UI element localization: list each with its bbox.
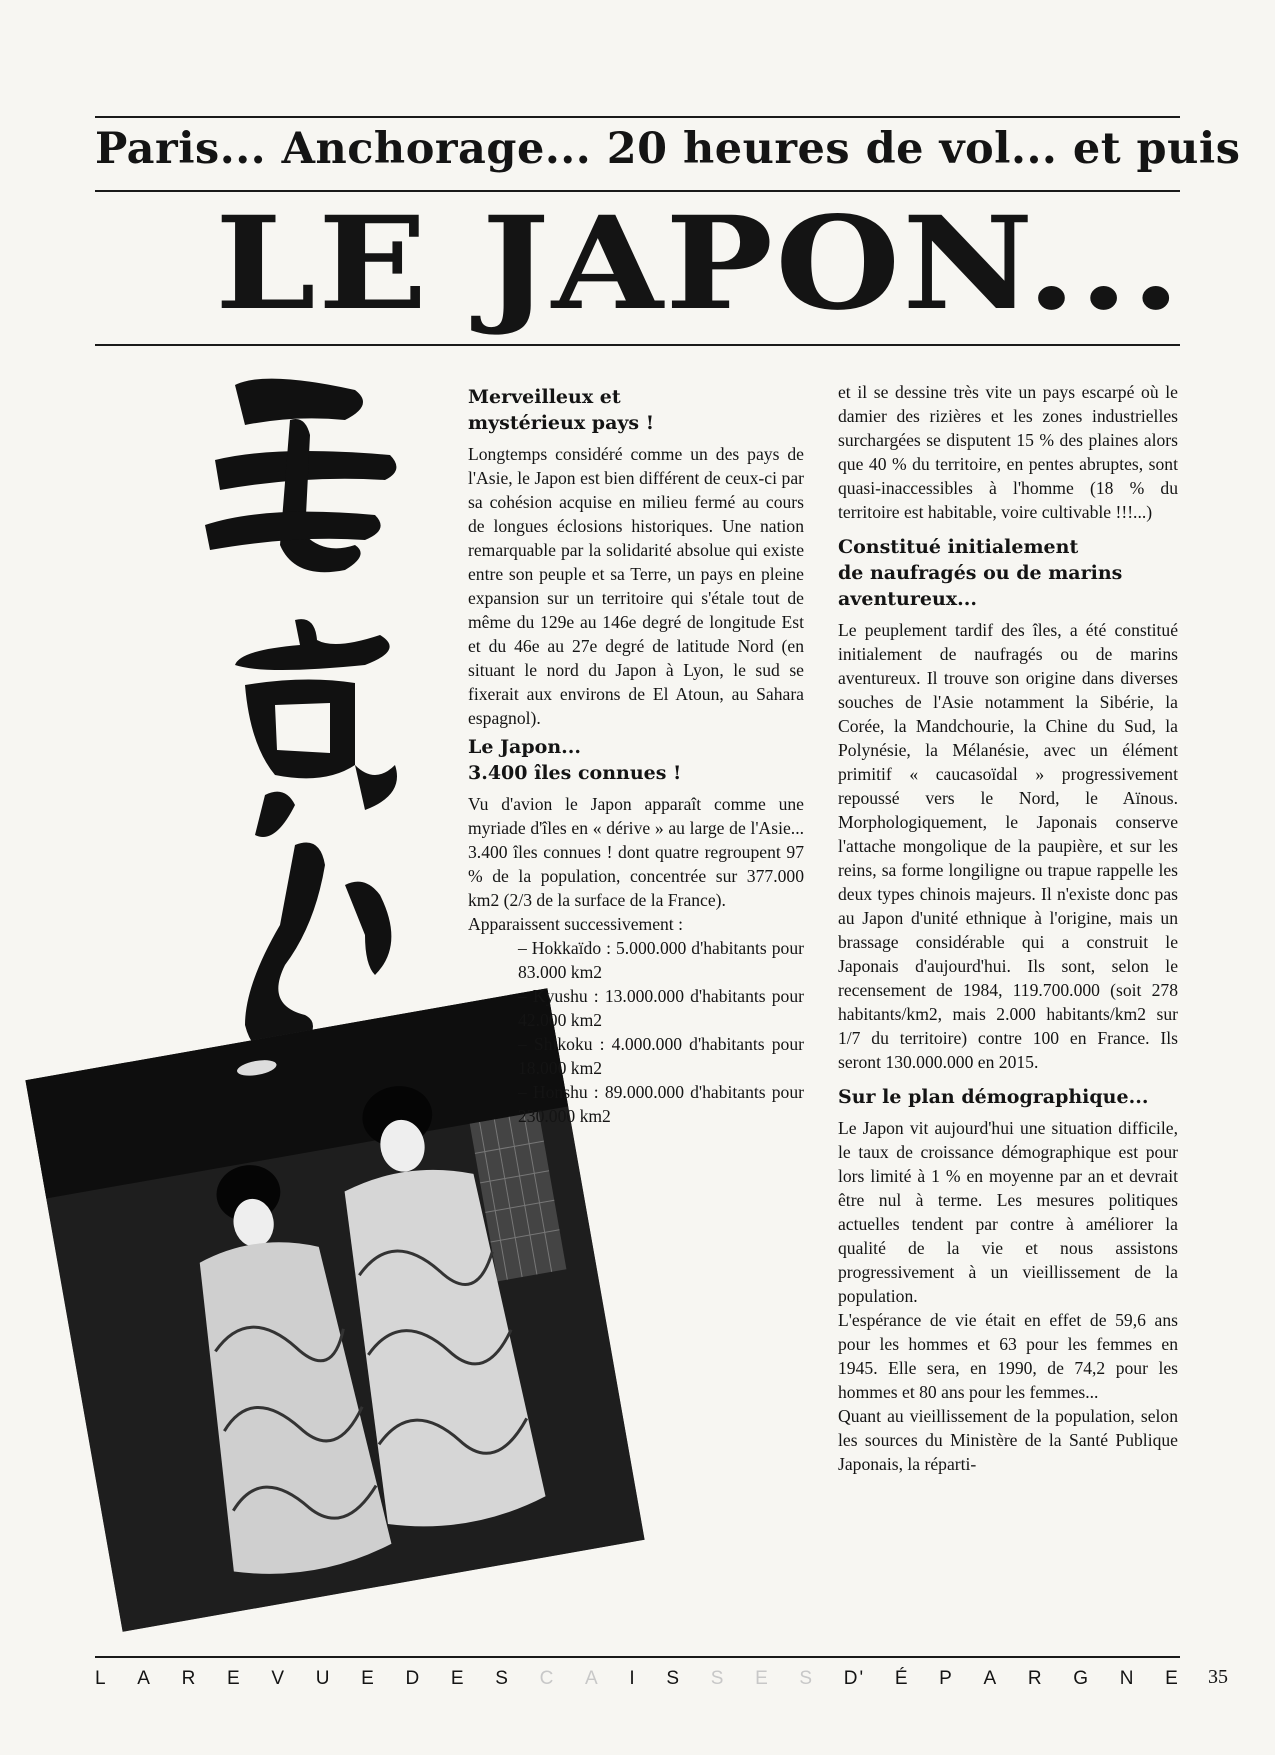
footer-letter: E: [755, 1668, 770, 1689]
paragraph: L'espérance de vie était en effet de 59,6 ans pour les hommes et 63 pour les femmes en 1945. Elle sera, en 1990, de 74,2 pour les hommes et 80 ans pour les femmes...: [838, 1310, 1178, 1402]
paragraph: Longtemps considéré comme un des pays de l'Asie, le Japon est bien différent de ceux-ci par sa cohésion acquise en milieu fermé au cours de longues éclosions historiques. Une nation remarquable par la solidarité absolue qui existe entre son peuple et sa Terre, un pays en pleine expansion sur un territoire qui s'étale tout de même du 129e au 146e degré de longitude Est et du 46e au 27e degré de latitude Nord (en situant le nord du Japon à Lyon, le sud se fixerait aux environs de El Atoun, au Sahara espagnol).: [468, 444, 804, 728]
footer-letter: N: [1119, 1668, 1136, 1689]
footer-letter: V: [271, 1668, 287, 1689]
footer-letter: A: [585, 1668, 600, 1689]
footer-letter: S: [495, 1668, 510, 1689]
paragraph: Le Japon vit aujourd'hui une situation difficile, le taux de croissance démographique est pour lors limité à 1 % en moyenne par an et devrait être nul à terme. Les mesures politiques actuelles tendent par contre à améliorer la qualité de la vie et nous assistons progressivement à un vieillissement de la population.: [838, 1118, 1178, 1306]
footer-letter: E: [1165, 1668, 1180, 1689]
heading-line: Constitué initialement: [838, 536, 1079, 558]
footer-letter: L: [95, 1668, 108, 1689]
column-1: [468, 380, 804, 1128]
footer-letter: E: [361, 1668, 376, 1689]
footer-rule: [95, 1656, 1180, 1658]
footer-letter: U: [315, 1668, 332, 1689]
headline-rule: [95, 344, 1180, 346]
footer-letter: A: [983, 1668, 999, 1689]
heading-line: Le Japon...: [468, 736, 581, 758]
kicker-headline: Paris... Anchorage... 20 heures de vol... et puis: [95, 124, 1241, 174]
island-list: [468, 936, 804, 1128]
paragraph: Quant au vieillissement de la population, selon les sources du Ministère de la Santé Publique Japonais, la réparti-: [838, 1406, 1178, 1474]
calligraphy-image: [205, 365, 435, 1065]
footer-letter: S: [799, 1668, 815, 1689]
paragraph: Le peuplement tardif des îles, a été constitué initialement de naufragés ou de marins aventureux. Il trouve son origine dans diverses souches de l'Asie notamment la Sibérie, la Corée, la Mandchourie, la Chine du Sud, la Polynésie, la Mélanésie, avec un élément primitif « caucasoïdal » progressivement repoussé vers le Nord, le Aïnous. Morphologiquement, le Japonais conserve l'attache mongolique de la paupière, et sur les reins, sa forme longiligne ou trapue rappelle les deux types chinois majeurs. Il n'existe donc pas au Japon d'unité ethnique à l'origine, mais un brassage considérable qui a construit le Japonais d'aujourd'hui. Ils sont, selon le recensement de 1984, 119.700.000 (soit 278 habitants/km2, mais 2.000 habitants/km2 sur 1/7 du territoire) contre 100 en France. Ils seront 130.000.000 en 2015.: [838, 620, 1178, 1072]
page-number: 35: [1208, 1666, 1228, 1688]
footer-letter: P: [939, 1668, 954, 1689]
heading-line: Merveilleux et: [468, 386, 621, 408]
top-rule: [95, 116, 1180, 118]
island-item: – Honshu : 89.000.000 d'habitants pour 230.000 km2: [518, 1082, 804, 1126]
footer-letter: G: [1073, 1668, 1091, 1689]
section-heading-iles: [468, 734, 804, 786]
section-heading-merveilleux: [468, 384, 804, 436]
footer-letter: I: [629, 1668, 637, 1689]
footer-letter: R: [1027, 1668, 1044, 1689]
paragraph: Apparaissent successivement :: [468, 914, 683, 934]
paragraph: Vu d'avion le Japon apparaît comme une myriade d'îles en « dérive » au large de l'Asie... 3.400 îles connues ! dont quatre regroupent 97 % de la population, concentrée sur 377.000 km2 (2/3 de la surface de la France).: [468, 794, 804, 910]
footer-letter: E: [227, 1668, 242, 1689]
island-item: – Shikoku : 4.000.000 d'habitants pour 18.000 km2: [518, 1034, 804, 1078]
footer-letter: S: [710, 1668, 726, 1689]
footer-letter: C: [539, 1668, 556, 1689]
footer-letter: D': [843, 1668, 866, 1689]
footer-letter: É: [894, 1668, 910, 1689]
footer-letter: S: [666, 1668, 682, 1689]
footer-running-title: [95, 1668, 1180, 1690]
section-heading-naufrages: [838, 534, 1178, 612]
footer-letter: E: [450, 1668, 466, 1689]
island-item: – Kyushu : 13.000.000 d'habitants pour 42.000 km2: [518, 986, 804, 1030]
footer-letter: A: [137, 1668, 152, 1689]
island-item: – Hokkaïdo : 5.000.000 d'habitants pour 83.000 km2: [518, 938, 804, 982]
main-headline: LE JAPON...: [215, 189, 1183, 339]
section-heading-demographique: Sur le plan démographique...: [838, 1086, 1149, 1108]
heading-line: 3.400 îles connues !: [468, 762, 682, 784]
paragraph: et il se dessine très vite un pays escarpé où le damier des rizières et les zones industrielles surchargées se disputent 15 % des plaines alors que 40 % du territoire, en pentes abruptes, sont quasi-inaccessibles à l'homme (18 % du territoire est habitable, voire cultivable !!!...): [838, 382, 1178, 522]
footer-letter: D: [405, 1668, 422, 1689]
heading-line: de naufragés ou de marins: [838, 562, 1123, 584]
footer-letter: R: [181, 1668, 198, 1689]
column-2: [838, 380, 1178, 1476]
heading-line: mystérieux pays !: [468, 412, 655, 434]
heading-line: aventureux...: [838, 588, 977, 610]
